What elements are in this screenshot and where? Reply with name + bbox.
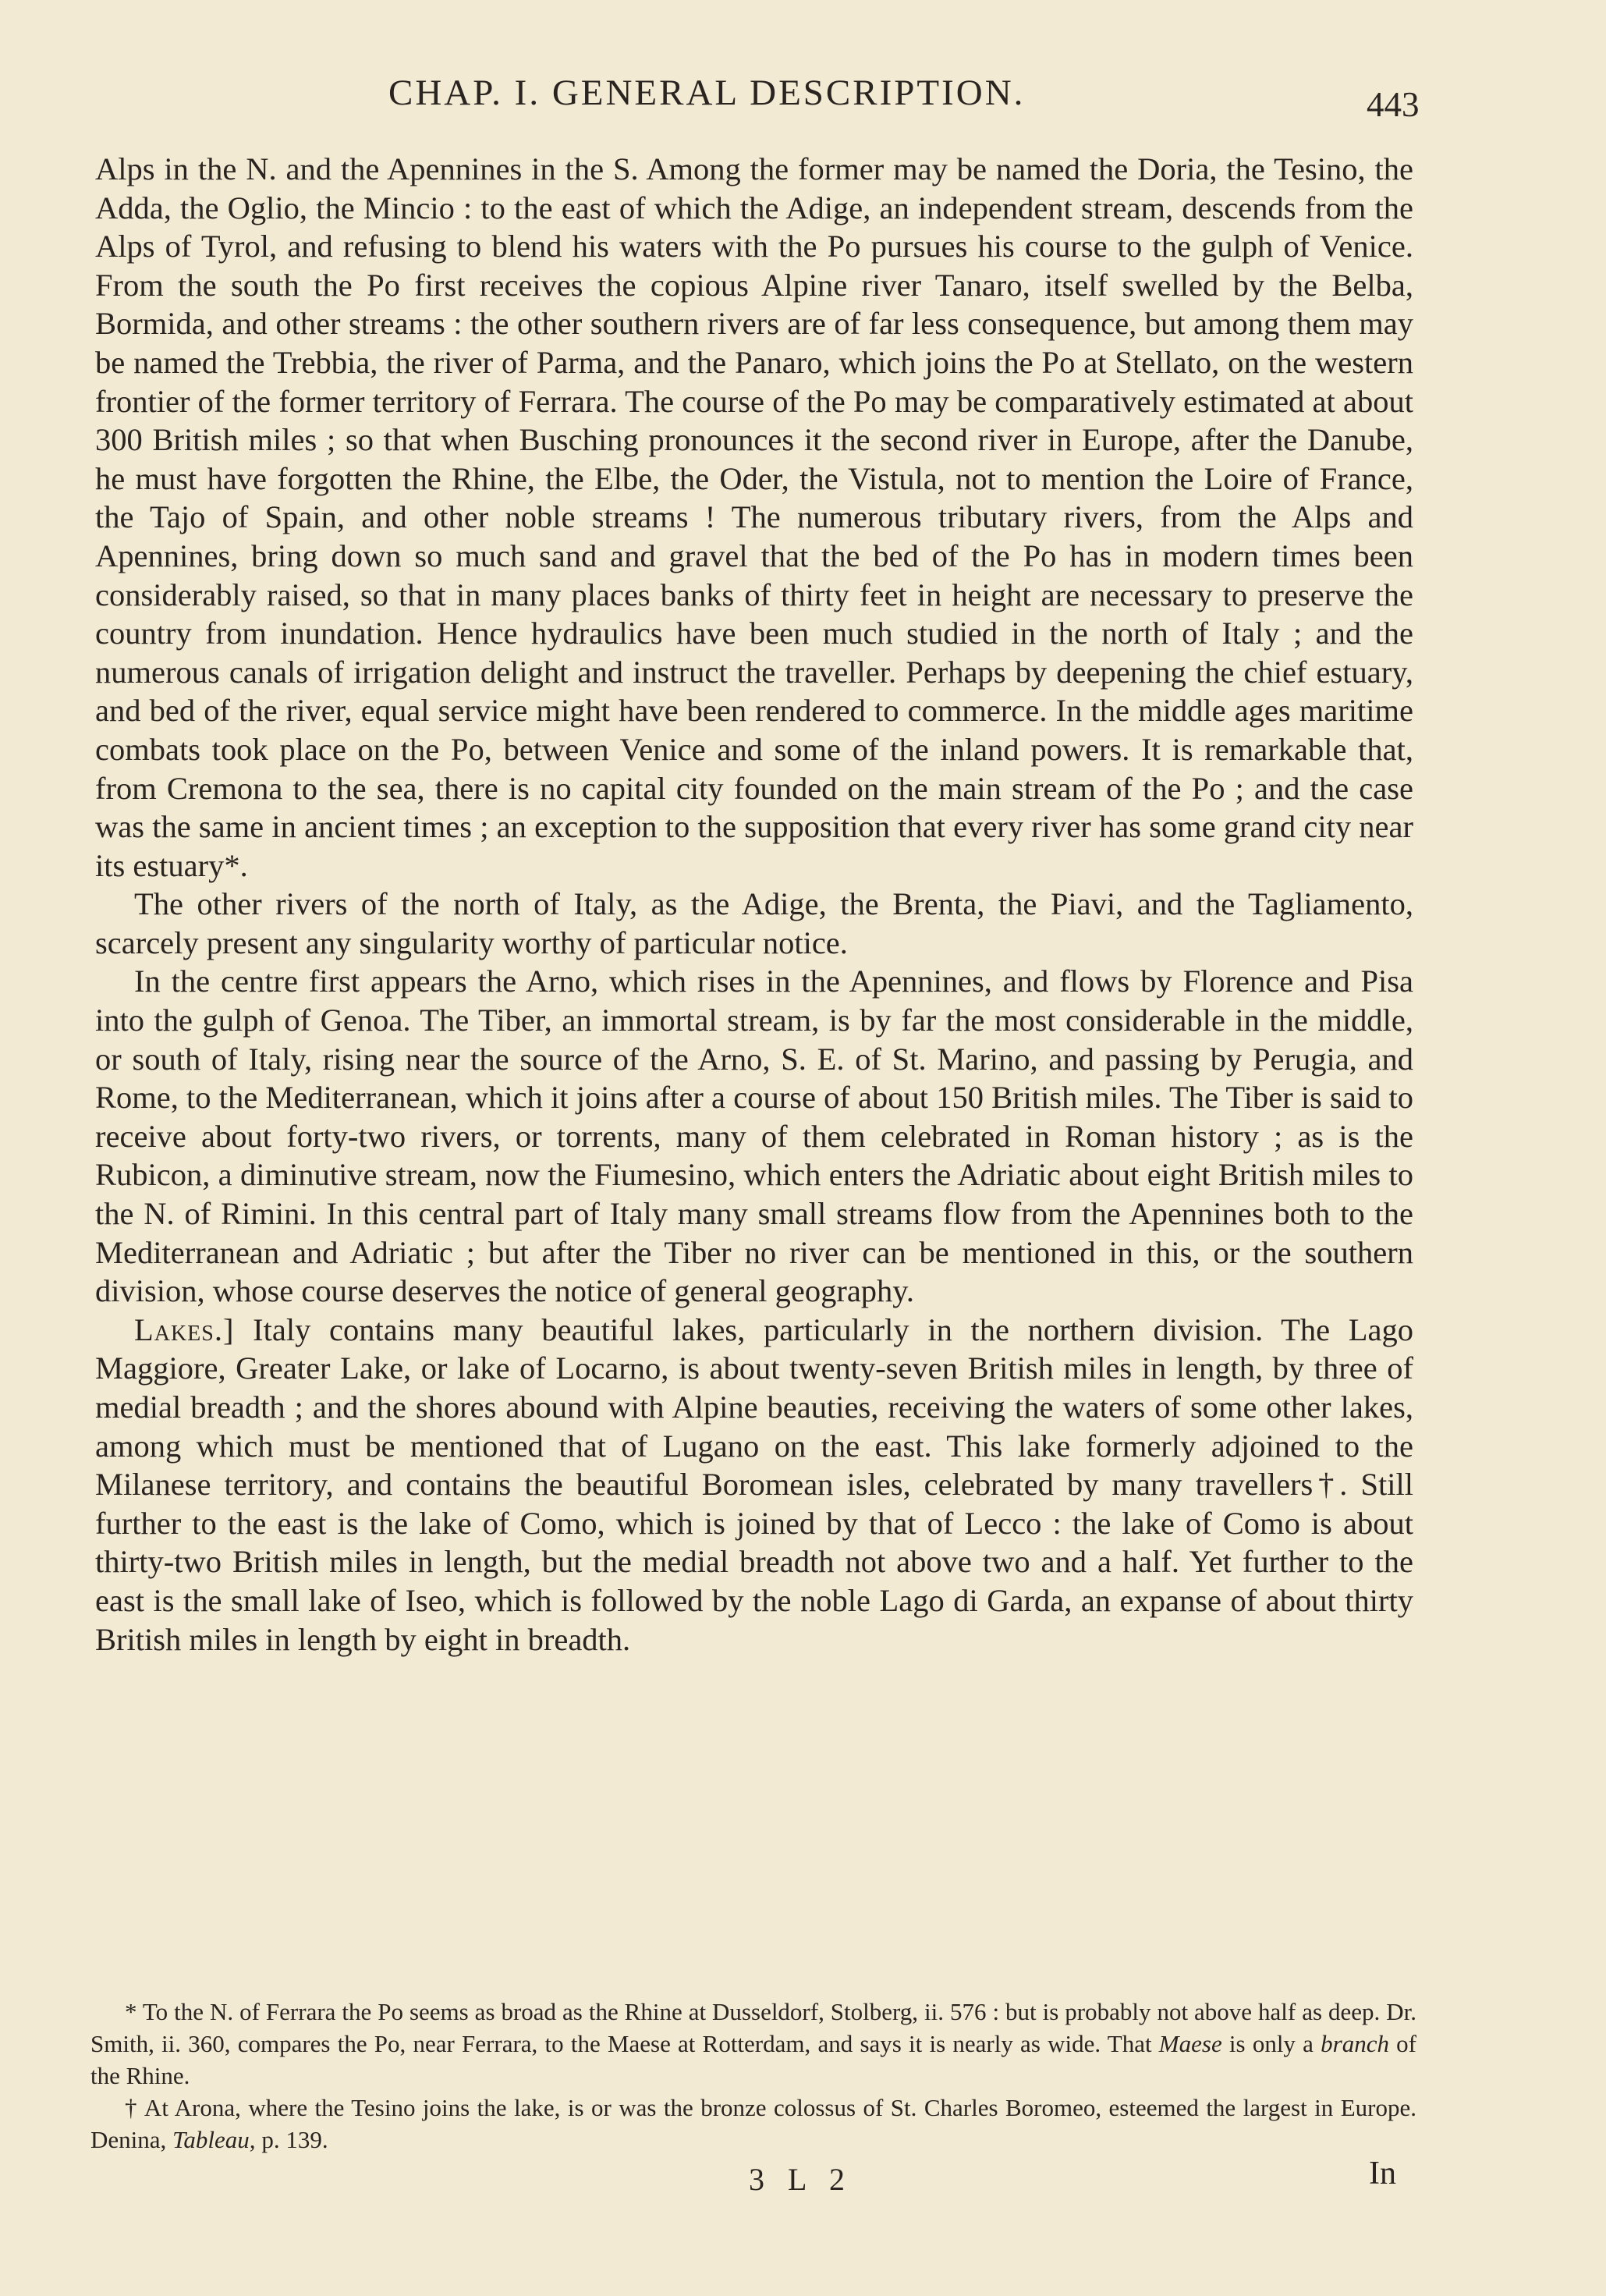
page-number: 443 bbox=[1367, 85, 1420, 124]
footnote-ferrara: * To the N. of Ferrara the Po seems as broad as the Rhine at Dusseldorf, Stolberg, ii. 576 : but is probably not above half as deep. Dr. Smith, ii. 360, compares the Po, near Ferrara, to the Maese at Rotterdam, and says it is nearly as wide. That Maese is only a branch of the Rhine. bbox=[90, 1998, 1416, 2089]
signature-mark: 3 L 2 bbox=[749, 2162, 853, 2197]
paragraph-northern-rivers: The other rivers of the north of Italy, as the Adige, the Brenta, the Piavi, and the Tagliamento, scarcely present any singularity worthy of particular notice. bbox=[95, 886, 1413, 960]
paragraph-central-rivers: In the centre first appears the Arno, which rises in the Apennines, and flows by Florence and Pisa into the gulph of Genoa. The Tiber, an immortal stream, is by far the most considerable in the middle, or south of Italy, rising near the source of the Arno, S. E. of St. Marino, and passing by Perugia, and Rome, to the Mediterranean, which it joins after a course of about 150 British miles. The Tiber is said to receive about forty-two rivers, or torrents, many of them celebrated in Roman history ; as is the Rubicon, a diminutive stream, now the Fiumesino, which enters the Adriatic about eight British miles to the N. of Rimini. In this central part of Italy many small streams flow from the Apennines both to the Mediterranean and Adriatic ; but after the Tiber no river can be mentioned in this, or the southern division, whose course deserves the notice of general geography. bbox=[95, 963, 1413, 1309]
catchword: In bbox=[1369, 2156, 1396, 2191]
lakes-side-heading: Lakes.] bbox=[134, 1311, 235, 1347]
footnote-arona: † At Arona, where the Tesino joins the lake, is or was the bronze colossus of St. Charles Boromeo, esteemed the largest in Europe. Denina, Tableau, p. 139. bbox=[90, 2094, 1416, 2153]
paragraph-lakes bbox=[95, 1311, 1413, 1659]
body-text bbox=[95, 150, 1413, 1659]
running-head: CHAP. I. GENERAL DESCRIPTION. bbox=[388, 73, 1026, 113]
paragraph-po-tributaries: Alps in the N. and the Apennines in the S. Among the former may be named the Doria, the Tesino, the Adda, the Oglio, the Mincio : to the east of which the Adige, an independent stream, descends from the Alps of Tyrol, and refusing to blend his waters with the Po pursues his course to the gulph of Venice. From the south the Po first receives the copious Alpine river Tanaro, itself swelled by the Belba, Bormida, and other streams : the other southern rivers are of far less consequence, but among them may be named the Trebbia, the river of Parma, and the Panaro, which joins the Po at Stellato, on the western frontier of the former territory of Ferrara. The course of the Po may be comparatively estimated at about 300 British miles ; so that when Busching pronounces it the second river in Europe, after the Danube, he must have forgotten the Rhine, the Elbe, the Oder, the Vistula, not to mention the Loire of France, the Tajo of Spain, and other noble streams ! The numerous tributary rivers, from the Alps and Apennines, bring down so much sand and gravel that the bed of the Po has in modern times been considerably raised, so that in many places banks of thirty feet in height are necessary to preserve the country from inundation. Hence hydraulics have been much studied in the north of Italy ; and the numerous canals of irrigation delight and instruct the traveller. Perhaps by deepening the chief estuary, and bed of the river, equal service might have been rendered to commerce. In the middle ages maritime combats took place on the Po, between Venice and some of the inland powers. It is remarkable that, from Cremona to the sea, there is no capital city founded on the main stream of the Po ; and the case was the same in ancient times ; an exception to the supposition that every river has some grand city near its estuary*. bbox=[95, 151, 1413, 883]
lakes-text: Italy contains many beautiful lakes, particularly in the northern division. The Lago Maggiore, Greater Lake, or lake of Locarno, is about twenty-seven British miles in length, by three of medial breadth ; and the shores abound with Alpine beauties, receiving the waters of some other lakes, among which must be mentioned that of Lugano on the east. This lake formerly adjoined to the Milanese territory, and contains the beautiful Boromean isles, celebrated by many travellers†. Still further to the east is the lake of Como, which is joined by that of Lecco : the lake of Como is about thirty-two British miles in length, but the medial breadth not above two and a half. Yet further to the east is the small lake of Iseo, which is followed by the noble Lago di Garda, an expanse of about thirty British miles in length by eight in breadth. bbox=[95, 1311, 1413, 1657]
footnotes bbox=[90, 1996, 1416, 2156]
